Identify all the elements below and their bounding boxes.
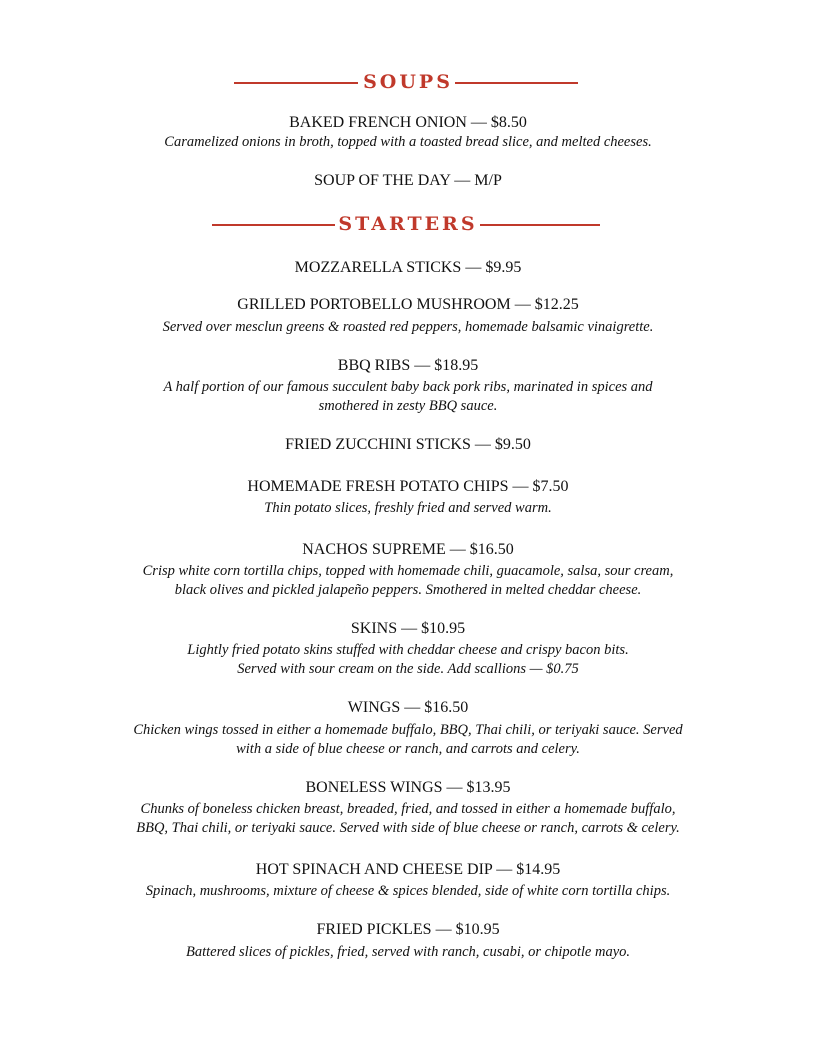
description-line: Lightly fried potato skins stuffed with cheddar cheese and crispy bacon bits. (187, 642, 629, 658)
description-line: BBQ, Thai chili, or teriyaki sauce. Served with side of blue cheese or ranch, carrots & celery. (136, 820, 680, 836)
menu-item-description (80, 882, 736, 901)
soups-section-title: SOUPS (363, 71, 453, 93)
menu-item-description (80, 133, 736, 152)
menu-item-description (80, 800, 736, 838)
menu-item-name: HOMEMADE FRESH POTATO CHIPS — $7.50 (247, 478, 569, 495)
description-line: smothered in zesty BBQ sauce. (318, 398, 498, 414)
menu-item-name: FRIED ZUCCHINI STICKS — $9.50 (285, 436, 531, 453)
description-line: Served over mesclun greens & roasted red peppers, homemade balsamic vinaigrette. (162, 319, 654, 335)
menu-item-description (80, 499, 736, 518)
menu-item-description (80, 641, 736, 679)
description-line: Caramelized onions in broth, topped with a toasted bread slice, and melted cheeses. (164, 134, 652, 150)
description-line: Thin potato slices, freshly fried and served warm. (264, 500, 552, 516)
menu-item-description (80, 378, 736, 416)
menu-item-name: MOZZARELLA STICKS — $9.95 (294, 259, 522, 276)
description-line: Chicken wings tossed in either a homemade buffalo, BBQ, Thai chili, or teriyaki sauce. Served (133, 722, 683, 738)
menu-item-description (80, 562, 736, 600)
starters-section-header (0, 210, 816, 238)
description-line: Chunks of boneless chicken breast, breaded, fried, and tossed in either a homemade buffalo, (140, 801, 676, 817)
menu-item-name: SKINS — $10.95 (350, 620, 466, 637)
menu-item-name: BBQ RIBS — $18.95 (337, 357, 479, 374)
starters-section-title: STARTERS (338, 213, 478, 235)
menu-item-name: SOUP OF THE DAY — M/P (314, 172, 502, 189)
menu-item-description (80, 318, 736, 337)
description-line: with a side of blue cheese or ranch, and carrots and celery. (236, 741, 580, 757)
starters-rule-right (480, 224, 600, 226)
menu-item-name: GRILLED PORTOBELLO MUSHROOM — $12.25 (237, 296, 579, 313)
menu-item-name: WINGS — $16.50 (347, 699, 469, 716)
description-line: Spinach, mushrooms, mixture of cheese & spices blended, side of white corn tortilla chips. (145, 883, 671, 899)
menu-item-name: FRIED PICKLES — $10.95 (316, 921, 500, 938)
description-line: Crisp white corn tortilla chips, topped with homemade chili, guacamole, salsa, sour cream, (142, 563, 674, 579)
description-line: black olives and pickled jalapeño peppers. Smothered in melted cheddar cheese. (174, 582, 642, 598)
menu-item-name: BONELESS WINGS — $13.95 (305, 779, 511, 796)
menu-item-name: HOT SPINACH AND CHEESE DIP — $14.95 (255, 861, 561, 878)
menu-item-name: NACHOS SUPREME — $16.50 (302, 541, 514, 558)
menu-item-description (80, 943, 736, 962)
menu-item-description (80, 721, 736, 759)
soups-section-header (0, 68, 816, 96)
description-line: A half portion of our famous succulent baby back pork ribs, marinated in spices and (163, 379, 653, 395)
menu-item-name: BAKED FRENCH ONION — $8.50 (289, 114, 527, 131)
description-line: Battered slices of pickles, fried, served with ranch, cusabi, or chipotle mayo. (185, 944, 631, 960)
description-line: Served with sour cream on the side. Add scallions — $0.75 (237, 661, 579, 677)
soups-rule-right (455, 82, 578, 84)
